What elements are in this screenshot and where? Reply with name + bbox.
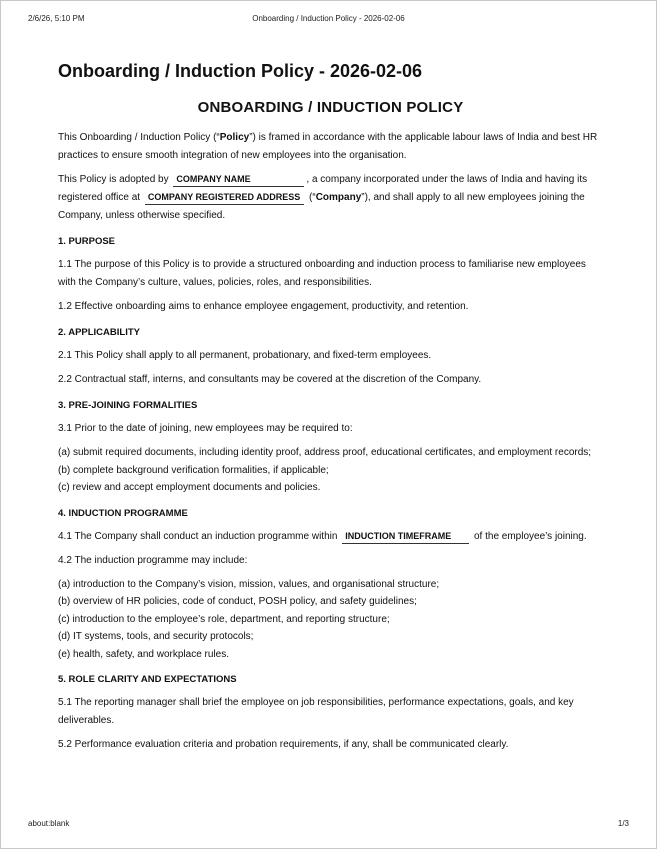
section-2-2: 2.2 Contractual staff, interns, and consultants may be covered at the discretion of the Company. [58, 374, 482, 385]
list-item: (b) overview of HR policies, code of conduct, POSH policy, and safety guidelines; [58, 596, 417, 607]
section-4-2: 4.2 The induction programme may include: [58, 554, 248, 566]
list-item: (b) complete background verification formalities, if applicable; [58, 464, 329, 476]
print-footer [28, 819, 629, 828]
section-1-2: 1.2 Effective onboarding aims to enhance employee engagement, productivity, and retention. [58, 301, 469, 312]
company-name-field[interactable]: COMPANY NAME [173, 173, 304, 187]
induction-timeframe-field[interactable]: INDUCTION TIMEFRAME [342, 530, 469, 544]
section-heading-role-clarity: 5. ROLE CLARITY AND EXPECTATIONS [58, 674, 237, 685]
section-4-1: 4.1 The Company shall conduct an induction programme within INDUCTION TIMEFRAME of the employee’s joining. [58, 530, 587, 542]
print-header [28, 14, 629, 23]
document-body [58, 58, 603, 754]
intro-paragraph-2: This Policy is adopted by COMPANY NAME , a company incorporated under the laws of India and having its registered office at COMPANY REGISTERED ADDRESS (“Company”), and shall apply to all new employees joining the Company, unless otherwise specified. [58, 174, 588, 221]
list-item: (d) IT systems, tools, and security protocols; [58, 631, 254, 642]
list-item: (c) review and accept employment documents and policies. [58, 482, 321, 493]
section-2-1: 2.1 This Policy shall apply to all permanent, probationary, and fixed-term employees. [58, 350, 432, 361]
intro-paragraph-1: This Onboarding / Induction Policy (“Policy”) is framed in accordance with the applicable labour laws of India and best HR practices to ensure smooth integration of new employees into the organisation. [58, 132, 598, 161]
page-number: 1/3 [617, 819, 629, 828]
section-heading-applicability: 2. APPLICABILITY [58, 327, 140, 338]
print-url: about:blank [28, 819, 70, 828]
list-item: (e) health, safety, and workplace rules. [58, 648, 230, 660]
section-heading-purpose: 1. PURPOSE [58, 236, 116, 247]
section-1-1: 1.1 The purpose of this Policy is to provide a structured onboarding and induction process to familiarise new employees with the Company’s culture, values, policies, roles, and responsibilities. [58, 259, 586, 288]
section-5-2: 5.2 Performance evaluation criteria and probation requirements, if any, shall be communicated clearly. [58, 739, 509, 750]
print-header-title: Onboarding / Induction Policy - 2026-02-06 [252, 14, 405, 23]
section-5-1: 5.1 The reporting manager shall brief the employee on job responsibilities, performance expectations, goals, and key deliverables. [58, 697, 574, 726]
print-datetime: 2/6/26, 5:10 PM [28, 14, 85, 23]
section-heading-induction: 4. INDUCTION PROGRAMME [58, 507, 188, 519]
policy-heading: ONBOARDING / INDUCTION POLICY [197, 99, 464, 116]
document-title: Onboarding / Induction Policy - 2026-02-06 [58, 61, 423, 81]
list-item: (c) introduction to the employee’s role, department, and reporting structure; [58, 613, 390, 625]
list-item: (a) introduction to the Company’s vision, mission, values, and organisational structure; [58, 578, 440, 590]
company-address-field[interactable]: COMPANY REGISTERED ADDRESS [145, 191, 304, 205]
section-heading-pre-joining: 3. PRE-JOINING FORMALITIES [58, 400, 198, 411]
list-item: (a) submit required documents, including identity proof, address proof, educational certificates, and employment records; [58, 447, 592, 458]
section-3-1: 3.1 Prior to the date of joining, new employees may be required to: [58, 423, 353, 434]
